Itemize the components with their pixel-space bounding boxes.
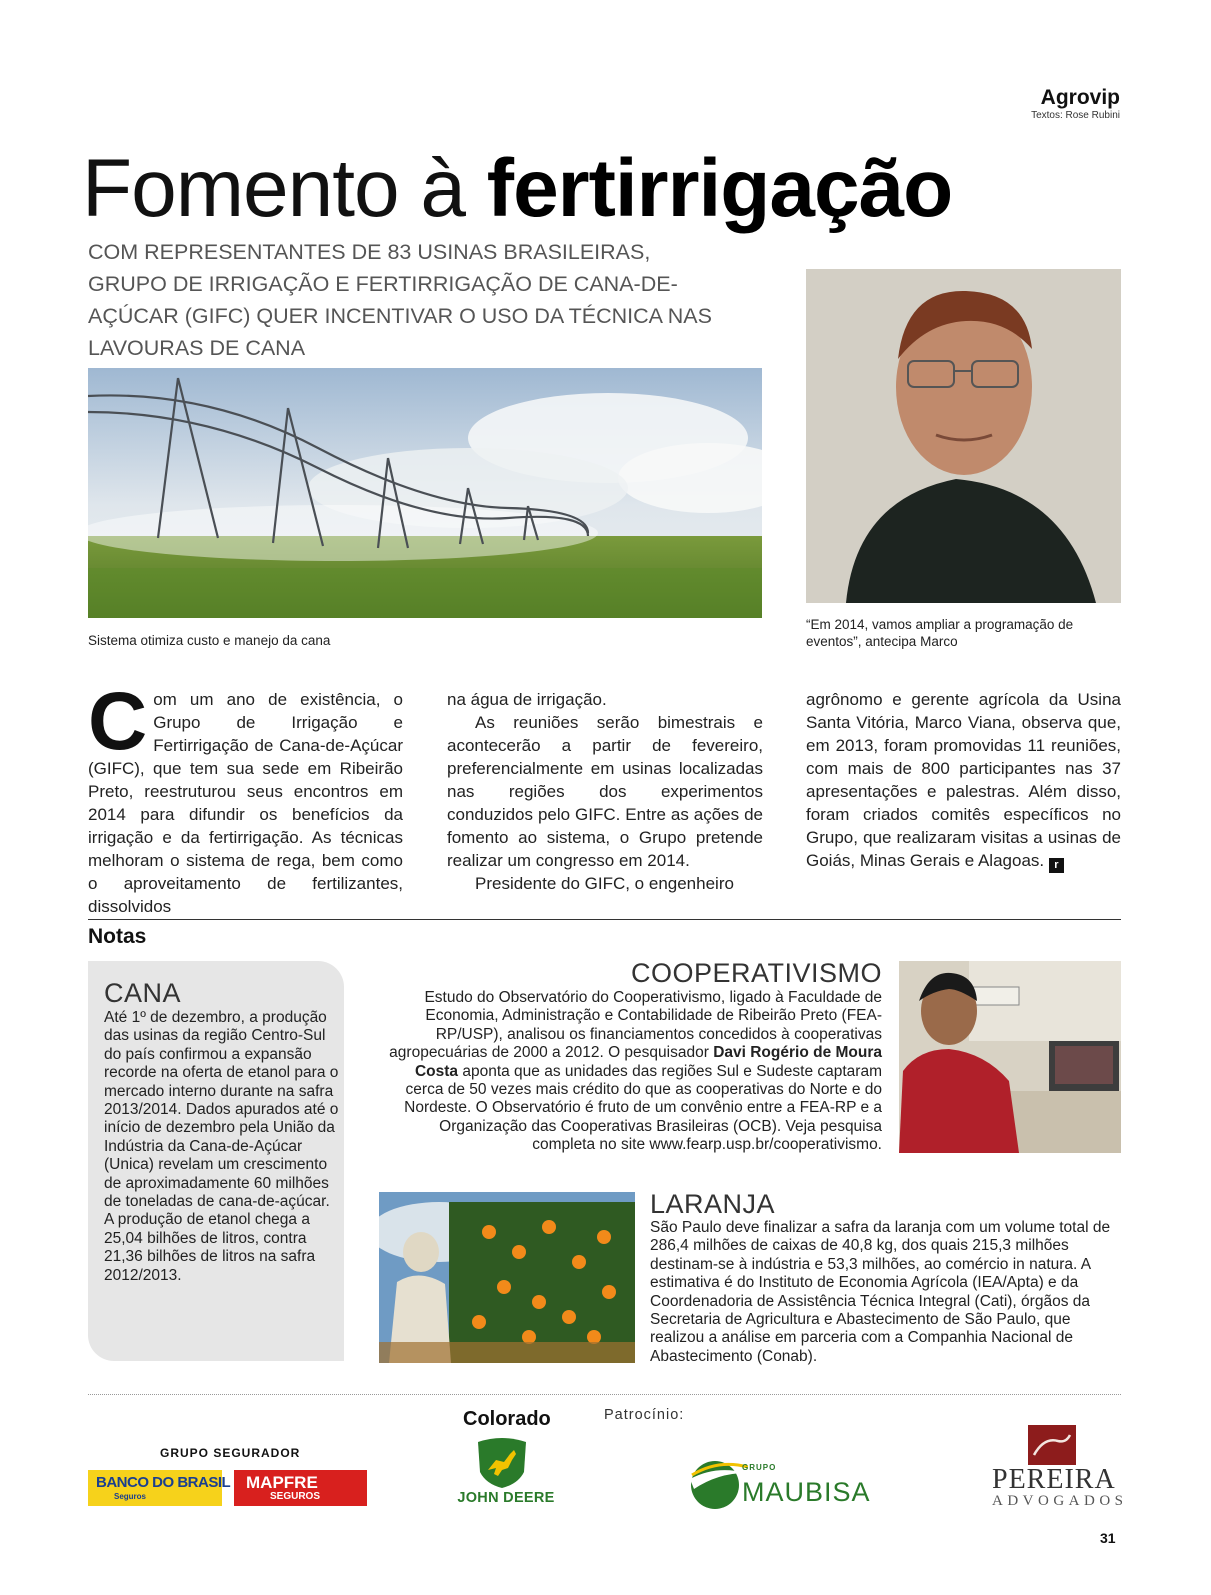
laranja-note-title: LARANJA: [650, 1189, 776, 1219]
john-deere-deer-icon: [474, 1436, 530, 1490]
article-column-3: [806, 688, 1121, 873]
maubisa-name: MAUBISA: [742, 1477, 871, 1507]
article-column-1: [88, 676, 403, 918]
column-1-text: om um ano de existência, o Grupo de Irrigação e Fertirrigação de Cana-de-Açúcar (GIFC), que tem sua sede em Ribeirão Preto, reestruturou seus encontros em 2014 para difundir os benefícios da irrigação e da fertirrigação. As técnicas melhoram o sistema de rega, bem como o aproveitamento de fertilizantes, dissolvidos: [88, 690, 403, 916]
irrigation-photo: [88, 368, 762, 618]
coop-note-title: COOPERATIVISMO: [630, 958, 882, 988]
researcher-photo: [899, 961, 1121, 1153]
portrait-caption: “Em 2014, vamos ampliar a programação de eventos”, antecipa Marco: [806, 617, 1074, 649]
bb-logo-name: BANCO DO BRASIL: [96, 1474, 231, 1491]
notes-heading: Notas: [88, 925, 147, 948]
patrocinio-label: Patrocínio:: [604, 1407, 685, 1423]
mapfre-logo: [234, 1470, 367, 1506]
article-column-2: [447, 688, 763, 895]
maubisa-group-label: GRUPO: [742, 1463, 777, 1472]
pereira-name: PEREIRA: [992, 1464, 1116, 1495]
irrigation-caption: Sistema otimiza custo e manejo da cana: [88, 633, 331, 648]
section-divider: [88, 919, 1121, 920]
cana-note-text: Até 1º de dezembro, a produção das usinas da região Centro-Sul do país confirmou a expansão recorde na oferta de etanol para o mercado interno durante na safra 2013/2014. Dados apurados até o início de dezembro pela União da Indústria da Cana-de-Açúcar (Unica) revelam um crescimento de aproximadamente 60 milhões de toneladas de cana-de-açúcar. A produção de etanol chega a 25,04 bilhões de litros, contra 21,36 bilhões de litros na safra 2012/2013.: [104, 1009, 339, 1284]
orange-harvest-photo: [379, 1192, 635, 1363]
article-title: [82, 143, 953, 234]
researcher-name: Davi Rogério de Moura Costa: [414, 1044, 882, 1080]
john-deere-name: JOHN DEERE: [457, 1490, 555, 1506]
cana-note-title: CANA: [104, 978, 182, 1008]
sponsor-divider: [88, 1394, 1121, 1395]
column-2-paragraph: Presidente do GIFC, o engenheiro: [475, 874, 734, 893]
pereira-sub: ADVOGADOS: [992, 1493, 1128, 1509]
end-mark: r: [1049, 858, 1064, 873]
title-light: Fomento à: [82, 143, 487, 234]
column-2-paragraph: As reuniões serão bimestrais e acontecerão a partir de fevereiro, preferencialmente em usinas localizadas nas regiões dos experimentos conduzidos pelo GIFC. Entre as ações de fomento ao sistema, o Grupo pretende realizar um congresso em 2014.: [447, 713, 763, 870]
laranja-note-text: São Paulo deve finalizar a safra da laranja com um volume total de 286,4 milhões de caixas de 40,8 kg, dos quais 215,3 milhões destinam-se à indústria e 53,3 milhões, ao comércio in natura. A estimativa é do Instituto de Economia Agrícola (IEA/Apta) e da Coordenadoria de Assistência Técnica Integral (Cati), órgãos da Secretaria de Agricultura e Abastecimento de São Paulo, que realizou a análise em parceria com a Companhia Nacional de Abastecimento (Conab).: [650, 1219, 1111, 1365]
title-bold: fertirrigação: [486, 143, 953, 234]
author-credits: Textos: Rose Rubini: [1031, 110, 1120, 121]
page-number: 31: [1100, 1530, 1116, 1546]
bb-logo-sub: Seguros: [114, 1492, 147, 1501]
section-name: Agrovip: [1040, 86, 1120, 109]
column-3-text: agrônomo e gerente agrícola da Usina Santa Vitória, Marco Viana, observa que, em 2013, foram promovidas 11 reuniões, com mais de 800 participantes nas 37 apresentações e palestras. Além disso, foram criados comitês específicos no Grupo, que realizaram visitas a usinas de Goiás, Minas Gerais e Alagoas.: [806, 690, 1121, 870]
banco-do-brasil-logo: [88, 1470, 231, 1506]
column-2-paragraph: na água de irrigação.: [447, 690, 607, 709]
mapfre-logo-name: MAPFRE: [246, 1473, 318, 1492]
portrait-photo: [806, 269, 1121, 603]
coop-text-part: Estudo do Observatório do Cooperativismo, ligado à Faculdade de Economia, Administração e Contabilidade de Ribeirão Preto (FEA-RP/USP), analisou os financiamentos concedidos à cooperativas agropecuárias de 2000 a 2012. O pesquisador: [389, 989, 882, 1062]
dropcap: C: [88, 676, 148, 767]
colorado-label: Colorado: [463, 1408, 551, 1430]
pereira-logo-mark: [1028, 1425, 1076, 1465]
coop-note-text: [376, 989, 882, 1155]
article-deck: COM REPRESENTANTES DE 83 USINAS BRASILEIRAS, GRUPO DE IRRIGAÇÃO E FERTIRRIGAÇÃO DE CANA-DE-AÇÚCAR (GIFC) QUER INCENTIVAR O USO DA TÉCNICA NAS LAVOURAS DE CANA: [88, 240, 712, 360]
grupo-segurador-label: GRUPO SEGURADOR: [160, 1446, 301, 1460]
mapfre-logo-sub: SEGUROS: [270, 1491, 321, 1502]
coop-text-part: aponta que as unidades das regiões Sul e Sudeste captaram cerca de 50 vezes mais crédito do que as cooperativas do Norte e do Nordeste. O Observatório é fruto de um convênio entre a FEA-RP e a Organização das Cooperativas Brasileiras (OCB). Veja pesquisa completa no site www.fearp.usp.br/cooperativismo.: [404, 1062, 882, 1154]
